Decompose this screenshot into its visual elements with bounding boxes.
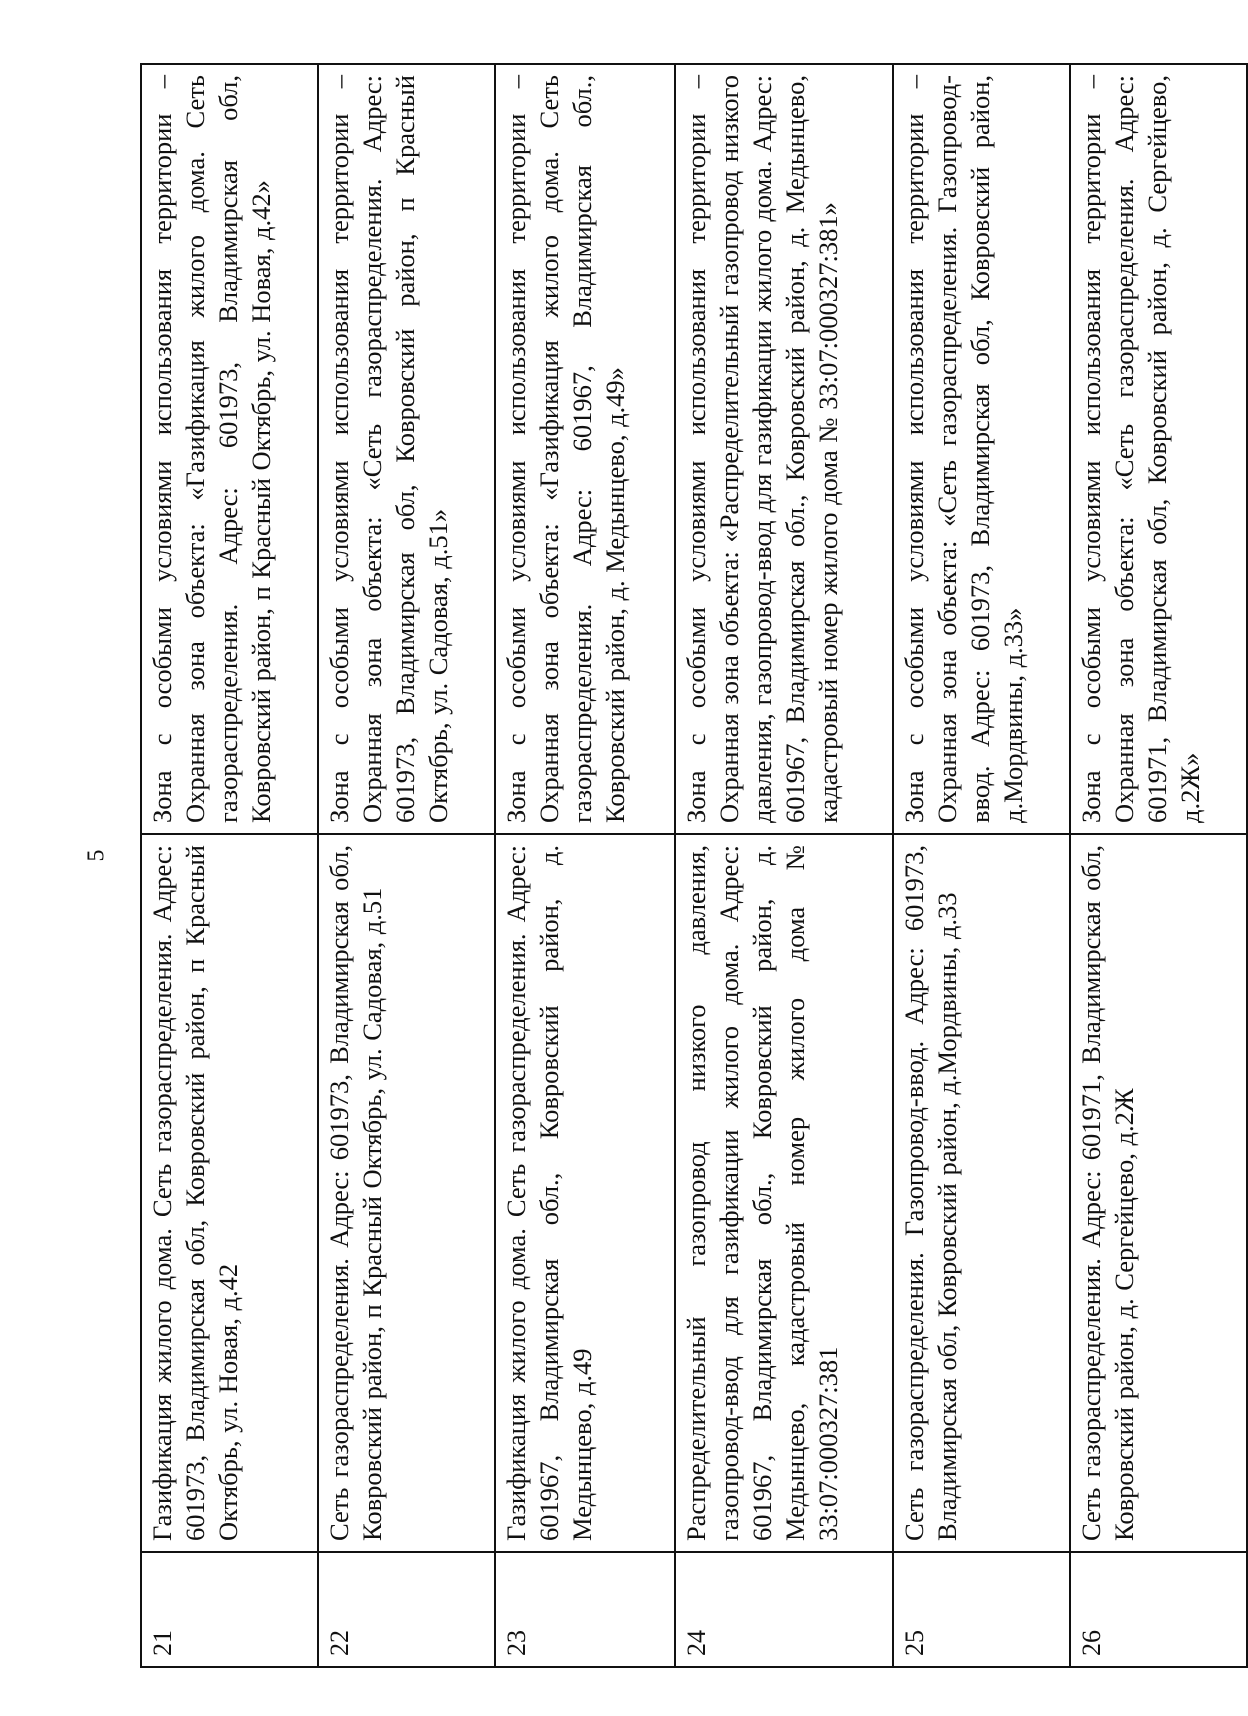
table-row: [318, 64, 495, 1667]
zone-description-cell: Зона с особыми условиями использования территории – Охранная зона объекта: «Сеть газораспределения. Газопровод-ввод. Адрес: 601973, Владимирская обл, Ковровский район, д.Мордвины, д.33»: [893, 64, 1070, 834]
zone-description-cell: Зона с особыми условиями использования территории – Охранная зона объекта: «Газификация жилого дома. Сеть газораспределения. Адрес: 601967, Владимирская обл., Ковровский район, д. Медынцево, д.49»: [495, 64, 675, 834]
row-number-cell: 22: [318, 1552, 495, 1667]
page-number: 5: [83, 849, 110, 862]
zone-description-cell: Зона с особыми условиями использования территории – Охранная зона объекта: «Распределительный газопровод низкого давления, газопровод-ввод для газификации жилого дома. Адрес: 601967, Владимирская обл., Ковровский район, д. Медынцево, кадастровый номер жилого дома № 33:07:000327:381»: [675, 64, 893, 834]
zone-description-cell: Зона с особыми условиями использования территории – Охранная зона объекта: «Сеть газораспределения. Адрес: 601971, Владимирская обл, Ковровский район, д. Сергейцево, д.2Ж»: [1070, 64, 1247, 834]
row-number-cell: 24: [675, 1552, 893, 1667]
table-row: [675, 64, 893, 1667]
row-number-cell: 23: [495, 1552, 675, 1667]
objects-table-container: [140, 63, 1248, 1668]
table-row: [495, 64, 675, 1667]
table-row: [141, 64, 318, 1667]
table-row: [893, 64, 1070, 1667]
object-name-cell: Сеть газораспределения. Газопровод-ввод. Адрес: 601973, Владимирская обл, Ковровский район, д.Мордвины, д.33: [893, 834, 1070, 1552]
row-number-cell: 25: [893, 1552, 1070, 1667]
zone-description-cell: Зона с особыми условиями использования территории – Охранная зона объекта: «Сеть газораспределения. Адрес: 601973, Владимирская обл, Ковровский район, п Красный Октябрь, ул. Садовая, д.51»: [318, 64, 495, 834]
row-number-cell: 26: [1070, 1552, 1247, 1667]
row-number-cell: 21: [141, 1552, 318, 1667]
table-row: [1070, 64, 1247, 1667]
object-name-cell: Распределительный газопровод низкого давления, газопровод-ввод для газификации жилого дома. Адрес: 601967, Владимирская обл., Ковровский район, д. Медынцево, кадастровый номер жилого дома № 33:07:000327:381: [675, 834, 893, 1552]
objects-table: [140, 63, 1248, 1668]
object-name-cell: Сеть газораспределения. Адрес: 601973, Владимирская обл, Ковровский район, п Красный Октябрь, ул. Садовая, д.51: [318, 834, 495, 1552]
object-name-cell: Газификация жилого дома. Сеть газораспределения. Адрес: 601967, Владимирская обл., Ковровский район, д. Медынцево, д.49: [495, 834, 675, 1552]
object-name-cell: Газификация жилого дома. Сеть газораспределения. Адрес: 601973, Владимирская обл, Ковровский район, п Красный Октябрь, ул. Новая, д.42: [141, 834, 318, 1552]
zone-description-cell: Зона с особыми условиями использования территории – Охранная зона объекта: «Газификация жилого дома. Сеть газораспределения. Адрес: 601973, Владимирская обл, Ковровский район, п Красный Октябрь, ул. Новая, д.42»: [141, 64, 318, 834]
object-name-cell: Сеть газораспределения. Адрес: 601971, Владимирская обл, Ковровский район, д. Сергейцево, д.2Ж: [1070, 834, 1247, 1552]
